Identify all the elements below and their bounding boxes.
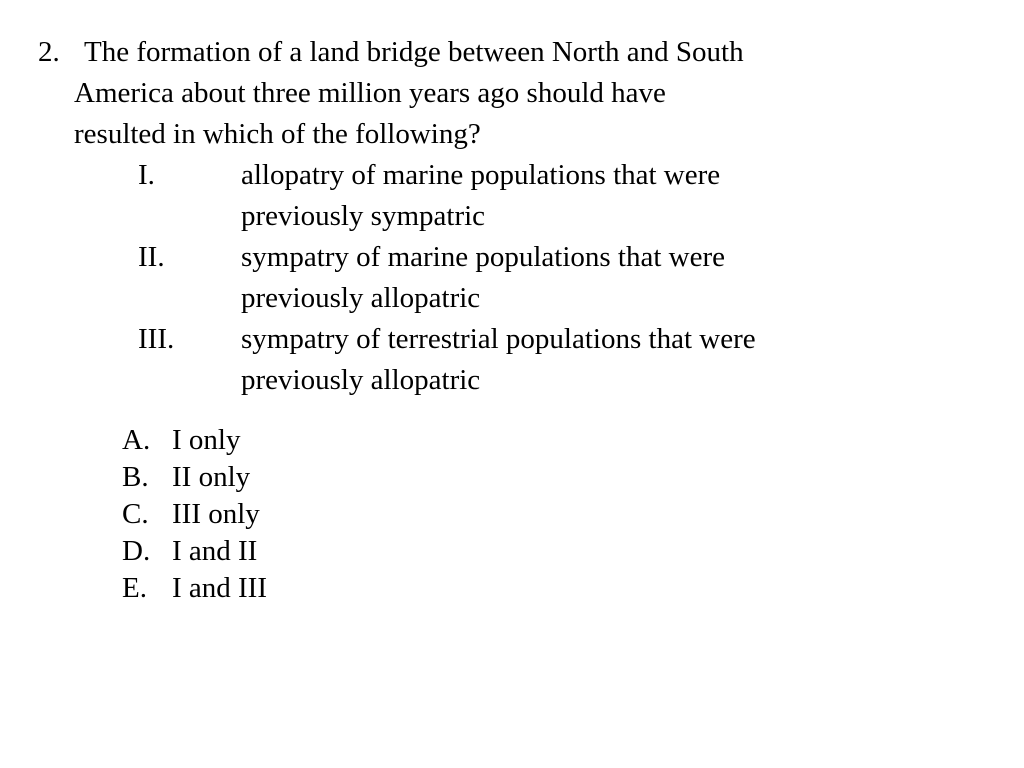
question-stem-line-1 — [38, 32, 978, 73]
question-stem-line-3: resulted in which of the following? — [74, 118, 481, 150]
answer-choice-d — [122, 533, 267, 570]
choice-letter: D. — [122, 535, 151, 567]
answer-choices — [122, 422, 267, 607]
statement-text — [241, 237, 941, 319]
choice-letter: E. — [122, 572, 147, 604]
statement-text-line: sympatry of terrestrial populations that were — [241, 323, 756, 355]
statement-item-1 — [138, 155, 978, 237]
question-stem-line-2: America about three million years ago should have — [74, 77, 666, 109]
statement-text-line: sympatry of marine populations that were — [241, 241, 726, 273]
choice-text: III only — [172, 498, 260, 530]
answer-choice-b — [122, 459, 267, 496]
choice-text: I and III — [172, 572, 268, 604]
statement-list — [38, 155, 978, 401]
answer-choice-a — [122, 422, 267, 459]
answer-choice-e — [122, 570, 267, 607]
statement-item-3 — [138, 319, 978, 401]
statement-item-2 — [138, 237, 978, 319]
statement-text-line: previously allopatric — [241, 364, 481, 396]
choice-letter: A. — [122, 424, 151, 456]
choice-text: I and II — [172, 535, 258, 567]
statement-numeral: III. — [138, 323, 175, 355]
choice-letter: C. — [122, 498, 149, 530]
statement-text-line: previously allopatric — [241, 282, 481, 314]
statement-numeral: II. — [138, 241, 165, 273]
choice-letter: B. — [122, 461, 149, 493]
statement-text — [241, 319, 941, 401]
statement-numeral: I. — [138, 159, 155, 191]
statement-text — [241, 155, 941, 237]
question-stem-text-1: The formation of a land bridge between North and South — [84, 36, 744, 68]
question-block — [38, 32, 978, 401]
statement-text-line: previously sympatric — [241, 200, 486, 232]
choice-text: I only — [172, 424, 241, 456]
question-number: 2. — [38, 36, 60, 68]
choice-text: II only — [172, 461, 251, 493]
statement-text-line: allopatry of marine populations that were — [241, 159, 721, 191]
answer-choice-c — [122, 496, 267, 533]
